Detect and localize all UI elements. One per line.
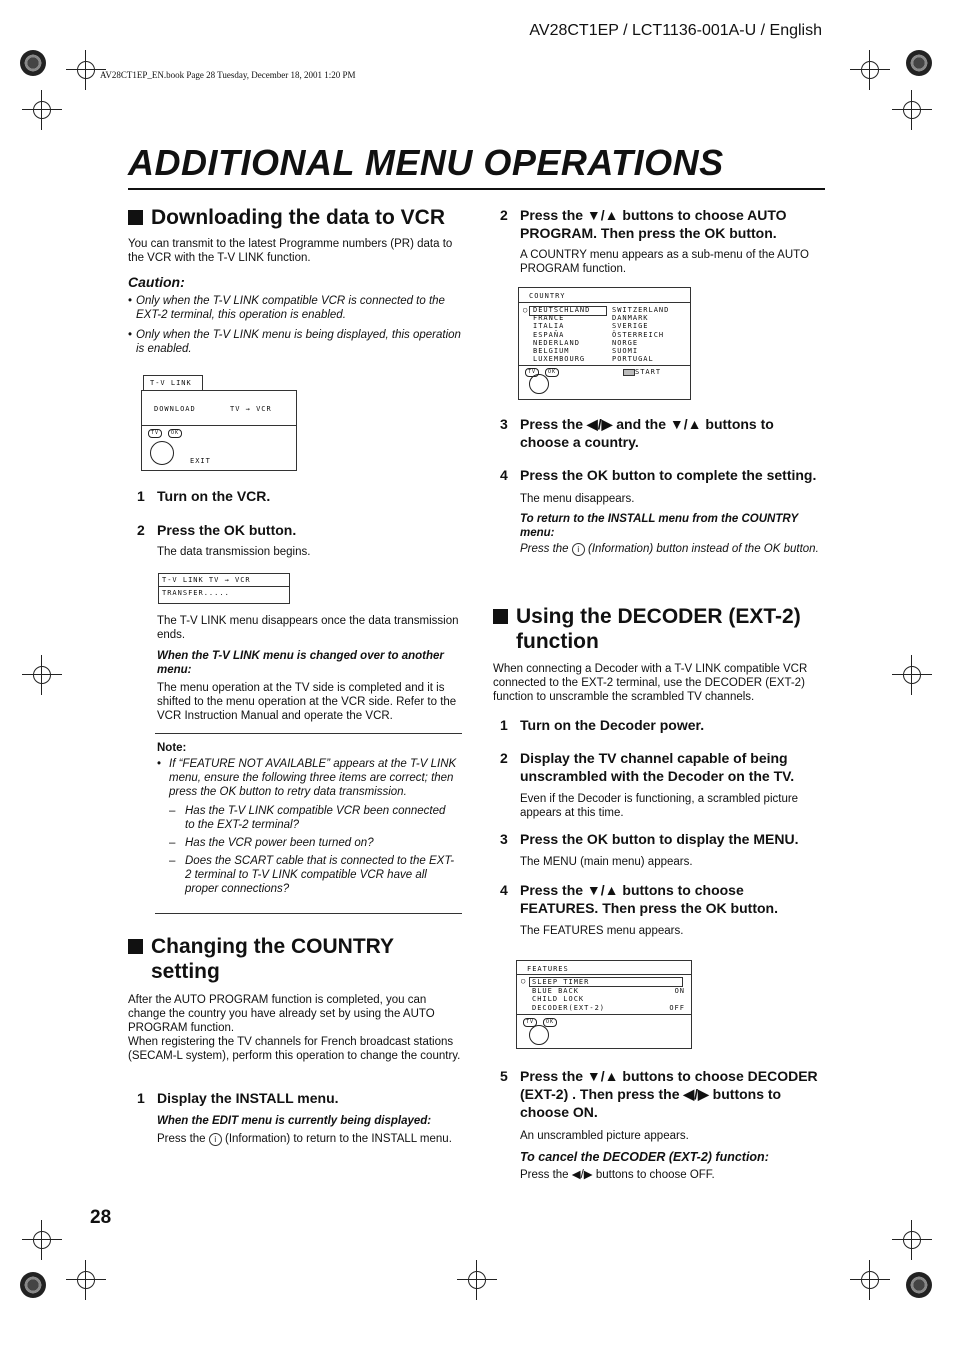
screen-tab: T-V LINK bbox=[143, 375, 203, 390]
screen-line: T-V LINK TV → VCR bbox=[159, 574, 289, 587]
navigation-pad-icon bbox=[529, 1025, 549, 1045]
screen-start: START bbox=[635, 368, 662, 376]
country-option: NEDERLAND bbox=[533, 338, 580, 347]
country-option: ITALIA bbox=[533, 322, 565, 331]
cancel-text: Press the ◀/▶ buttons to choose OFF. bbox=[520, 1169, 715, 1181]
step-note: The MENU (main menu) appears. bbox=[520, 856, 693, 868]
step-2: 2 Display the TV channel capable of being unscrambled with the Decoder on the TV. bbox=[500, 750, 795, 784]
decoder-intro: When connecting a Decoder with a T-V LINK compatible VCR connected to the EXT-2 terminal, use the DECODER (EXT-2) function to unscramble the scrambled TV channels. bbox=[493, 663, 808, 703]
crop-mark bbox=[900, 98, 924, 122]
cursor-icon: ◯ bbox=[523, 306, 529, 314]
step-4: 4 Press the OK button to complete the setting. bbox=[500, 467, 817, 483]
ok-icon: OK bbox=[545, 368, 559, 377]
country-screen bbox=[518, 287, 691, 400]
edit-text: Press the i (Information) to return to the INSTALL menu. bbox=[157, 1133, 452, 1145]
info-icon: i bbox=[572, 543, 585, 556]
subheading: To cancel the DECODER (EXT-2) function: bbox=[520, 1150, 769, 1164]
screen-dest: TV → VCR bbox=[230, 405, 272, 413]
tv-icon: TV bbox=[525, 368, 539, 377]
country-list-right bbox=[612, 306, 669, 363]
navigation-pad-icon bbox=[529, 374, 549, 394]
color-button-icon bbox=[623, 369, 635, 376]
country-option: ÖSTERREICH bbox=[612, 330, 665, 339]
step-2: 2 Press the OK button. bbox=[137, 522, 297, 538]
crop-mark bbox=[858, 58, 882, 82]
country-intro: After the AUTO PROGRAM function is completed, you can change the country you have already set by using the AUTO PROGRAM function. bbox=[128, 994, 435, 1034]
ok-icon: OK bbox=[168, 429, 182, 438]
features-values bbox=[665, 978, 685, 1012]
subheading: To return to the INSTALL menu from the COUNTRY menu: bbox=[520, 513, 798, 539]
country-option: DEUTSCHLAND bbox=[533, 306, 591, 314]
country-option: FRANCE bbox=[533, 314, 565, 323]
crop-mark bbox=[858, 1268, 882, 1292]
registration-disc bbox=[906, 1272, 932, 1298]
registration-disc bbox=[20, 1272, 46, 1298]
features-list bbox=[532, 978, 605, 1012]
download-section bbox=[128, 205, 462, 356]
subheading: When the T-V LINK menu is changed over to another menu: bbox=[157, 650, 444, 676]
note-box bbox=[157, 741, 457, 896]
caution-label: Caution: bbox=[128, 274, 185, 290]
screen-title: COUNTRY bbox=[529, 292, 566, 300]
cursor-icon: ◯ bbox=[521, 977, 527, 985]
step-1: 1 Display the INSTALL menu. bbox=[137, 1090, 339, 1106]
book-info: AV28CT1EP_EN.book Page 28 Tuesday, December 18, 2001 1:20 PM bbox=[100, 70, 356, 80]
note-label: Note: bbox=[157, 742, 187, 754]
crop-mark bbox=[30, 1228, 54, 1252]
feature-option: SLEEP TIMER bbox=[532, 978, 590, 986]
step-5: 5 Press the ▼/▲ buttons to choose DECODER (EXT-2) . Then press the ◀/▶ buttons to choose ON. bbox=[500, 1068, 818, 1120]
crop-mark bbox=[74, 1268, 98, 1292]
changed-text: The menu operation at the TV side is completed and it is shifted to the menu operation at the VCR side. Refer to the VCR Instruction Manual and operate the VCR. bbox=[157, 682, 457, 722]
country-option: SVERIGE bbox=[612, 322, 649, 331]
list-item: • Only when the T-V LINK menu is being displayed, this operation is enabled. bbox=[128, 329, 461, 355]
country-option: PORTUGAL bbox=[612, 355, 654, 364]
page-number: 28 bbox=[90, 1207, 112, 1228]
registration-disc bbox=[906, 50, 932, 76]
list-item: • Only when the T-V LINK compatible VCR is connected to the EXT-2 terminal, this operation is enabled. bbox=[128, 295, 445, 321]
step-4: 4 Press the ▼/▲ buttons to choose FEATURES. Then press the OK button. bbox=[500, 882, 778, 916]
step-note: The FEATURES menu appears. bbox=[520, 925, 684, 937]
screen-title: FEATURES bbox=[527, 965, 569, 973]
tv-icon: TV bbox=[523, 1018, 537, 1027]
country-intro: When registering the TV channels for French broadcast stations (SECAM-L system), perform this operation to change the country. bbox=[128, 1036, 461, 1062]
country-option: SWITZERLAND bbox=[612, 306, 670, 314]
crop-mark bbox=[465, 1268, 489, 1292]
section-heading: Downloading the data to VCR bbox=[128, 205, 462, 230]
feature-option: CHILD LOCK bbox=[532, 995, 585, 1003]
transfer-screen bbox=[158, 573, 290, 604]
crop-mark bbox=[30, 663, 54, 687]
step-3: 3 Press the ◀/▶ and the ▼/▲ buttons to choose a country. bbox=[500, 416, 774, 450]
feature-option: DECODER(EXT-2) bbox=[532, 1003, 606, 1012]
crop-mark bbox=[30, 98, 54, 122]
screen-line: TRANSFER..... bbox=[162, 589, 230, 597]
step-note: The data transmission begins. bbox=[157, 546, 311, 558]
step-note: A COUNTRY menu appears as a sub-menu of the AUTO PROGRAM function. bbox=[520, 249, 809, 275]
step-1: 1 Turn on the Decoder power. bbox=[500, 717, 705, 733]
tv-icon: TV bbox=[148, 429, 162, 438]
feature-value bbox=[665, 978, 685, 987]
step-note: The menu disappears. bbox=[520, 493, 635, 505]
registration-disc bbox=[20, 50, 46, 76]
decoder-section bbox=[493, 604, 825, 704]
list-item: – Has the VCR power been turned on? bbox=[169, 837, 374, 849]
subheading: When the EDIT menu is currently being displayed: bbox=[157, 1115, 432, 1127]
step-1: 1 Turn on the VCR. bbox=[137, 488, 271, 504]
step-3: 3 Press the OK button to display the MENU. bbox=[500, 831, 799, 847]
feature-value bbox=[665, 995, 685, 1004]
step-note: Even if the Decoder is functioning, a scrambled picture appears at this time. bbox=[520, 793, 799, 819]
list-item: – Has the T-V LINK compatible VCR been connected to the EXT-2 terminal? bbox=[169, 805, 446, 831]
download-intro: You can transmit to the latest Programme numbers (PR) data to the VCR with the T-V LINK function. bbox=[128, 238, 453, 264]
country-list-left bbox=[533, 306, 590, 363]
model-header: AV28CT1EP / LCT1136-001A-U / English bbox=[529, 22, 822, 39]
feature-value: ON bbox=[674, 986, 685, 995]
country-option: DANMARK bbox=[612, 314, 649, 323]
country-option: SUOMI bbox=[612, 347, 639, 356]
section-heading: Changing the COUNTRY setting bbox=[128, 934, 462, 984]
step-2: 2 Press the ▼/▲ buttons to choose AUTO PROGRAM. Then press the OK button. bbox=[500, 207, 787, 241]
ok-icon: OK bbox=[543, 1018, 557, 1027]
crop-mark bbox=[900, 663, 924, 687]
features-screen bbox=[516, 960, 692, 1049]
screen-exit: EXIT bbox=[190, 457, 211, 465]
country-option: NORGE bbox=[612, 338, 639, 347]
list-item: – Does the SCART cable that is connected to the EXT-2 terminal to T-V LINK compatible VCR have all proper connections? bbox=[169, 855, 455, 895]
feature-value: OFF bbox=[669, 1003, 685, 1012]
section-heading: Using the DECODER (EXT-2) function bbox=[493, 604, 825, 654]
feature-option: BLUE BACK bbox=[532, 986, 579, 995]
tv-link-screen bbox=[141, 375, 297, 471]
navigation-pad-icon bbox=[150, 441, 174, 465]
note-bullet: • If “FEATURE NOT AVAILABLE” appears at the T-V LINK menu, ensure the following three items are correct; then press the OK button to retry data transmission. bbox=[157, 758, 457, 798]
country-section bbox=[128, 934, 462, 1063]
note-rule-bottom bbox=[155, 913, 462, 914]
country-option: LUXEMBOURG bbox=[533, 355, 586, 364]
note-rule-top bbox=[155, 733, 462, 734]
page-title: ADDITIONAL MENU OPERATIONS bbox=[128, 142, 724, 183]
info-icon: i bbox=[209, 1133, 222, 1146]
crop-mark bbox=[74, 58, 98, 82]
step-note: An unscrambled picture appears. bbox=[520, 1130, 689, 1142]
country-option: ESPAÑA bbox=[533, 330, 565, 339]
screen-row: DOWNLOAD bbox=[154, 405, 196, 413]
after-text: The T-V LINK menu disappears once the data transmission ends. bbox=[157, 615, 459, 641]
title-rule bbox=[128, 188, 825, 190]
crop-mark bbox=[900, 1228, 924, 1252]
return-text: Press the i (Information) button instead of the OK button. bbox=[520, 543, 819, 555]
country-option: BELGIUM bbox=[533, 347, 570, 356]
